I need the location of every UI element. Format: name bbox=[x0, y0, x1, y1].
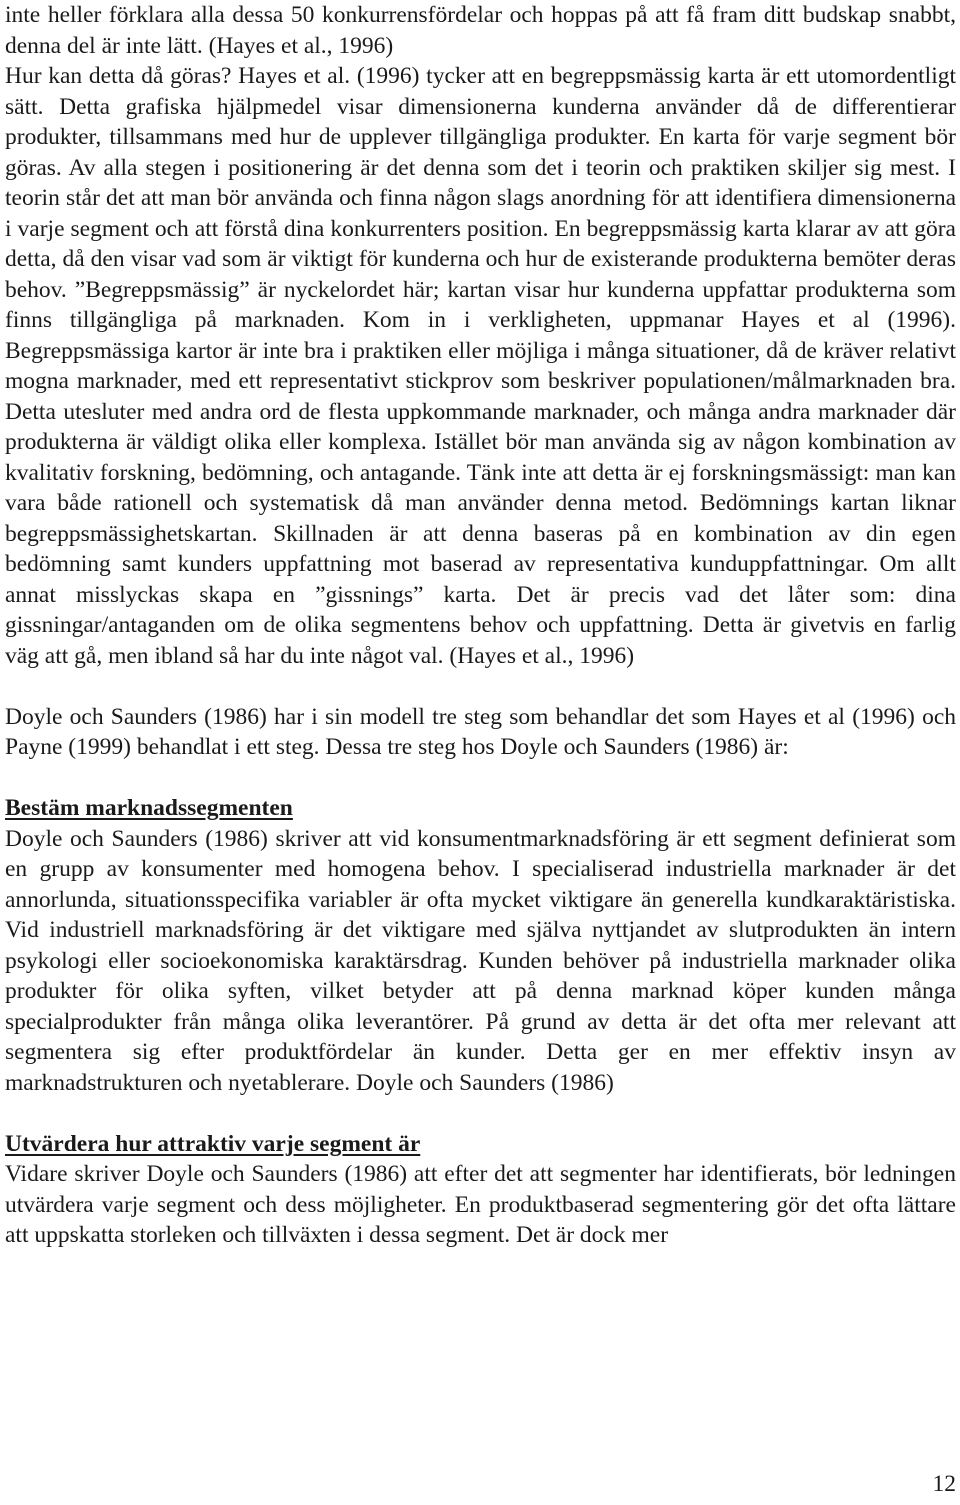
paragraph-spacer bbox=[5, 671, 956, 702]
paragraph-segments: Doyle och Saunders (1986) skriver att vid konsumentmarknadsföring är ett segment definierat som en grupp av konsumenter med homogena behov. I specialiserad industriella marknader är det annorlunda, situationsspecifika variabler är ofta mycket viktigare än generella kundkaraktäristiska. Vid industriell marknadsföring är det viktigare med själva nyttjandet av slutprodukten än intern psykologi eller socioekonomiska karaktärsdrag. Kunden behöver på industriella marknader olika produkter för olika syften, vilket betyder att på denna marknad köper kunden många specialprodukter från många olika leverantörer. På grund av detta är det ofta mer relevant att segmentera sig efter produktfördelar än kunder. Detta ger en mer effektiv insyn av marknadstrukturen och nyetablerare. Doyle och Saunders (1986) bbox=[5, 825, 956, 1096]
paragraph-doyle-saunders-intro: Doyle och Saunders (1986) har i sin modell tre steg som behandlar det som Hayes et al (1996) och Payne (1999) behandlat i ett steg. Dessa tre steg hos Doyle och Saunders (1986) är: bbox=[5, 703, 956, 760]
page-number: 12 bbox=[932, 1471, 956, 1497]
paragraph-spacer bbox=[5, 763, 956, 794]
paragraph-attractiveness: Vidare skriver Doyle och Saunders (1986) att efter det att segmenter har identifierats, bör ledningen utvärdera varje segment och dess möjligheter. En produktbaserad segmentering gör det ofta lättare att uppskatta storleken och tillväxten i dessa segment. Det är dock mer bbox=[5, 1161, 956, 1248]
paragraph-continuation: inte heller förklara alla dessa 50 konkurrensfördelar och hoppas på att få fram ditt budskap snabbt, denna del är inte lätt. (Hayes et al., 1996) bbox=[5, 2, 956, 59]
document-page bbox=[5, 0, 956, 1251]
paragraph-conceptual-map: Hur kan detta då göras? Hayes et al. (1996) tycker att en begreppsmässig karta är ett utomordentligt sätt. Detta grafiska hjälpmedel visar dimensionerna kunderna använder då de differentierar produkter, tillsammans med hur de upplever tillgängliga produkter. En karta för varje segment bör göras. Av alla stegen i positionering är det denna som det i teorin och praktiken skiljer sig mest. I teorin står det att man bör använda och finna någon slags anordning för att identifiera dimensionerna i varje segment och att förstå dina konkurrenters position. En begreppsmässig karta klarar av att göra detta, då den visar vad som är viktigt för kunderna och hur de existerande produkterna bemöter deras behov. ”Begreppsmässig” är nyckelordet här; kartan visar hur kunderna uppfattar produkterna som finns tillgängliga på marknaden. Kom in i verkligheten, uppmanar Hayes et al (1996). Begreppsmässiga kartor är inte bra i praktiken eller möjliga i många situationer, då de kräver relativt mogna marknader, med ett representativt stickprov som beskriver populationen/målmarknaden bra. Detta utesluter med andra ord de flesta uppkommande marknader, och många andra marknader där produkterna är väldigt olika eller komplexa. Istället bör man använda sig av någon kombination av kvalitativ forskning, bedömning, och antagande. Tänk inte att detta är ej forskningsmässigt: man kan vara både rationell och systematisk då man använder denna metod. Bedömnings kartan liknar begreppsmässighetskartan. Skillnaden är att denna baseras på en kombination av din egen bedömning samt kunders uppfattning mot baserad av representativa kunduppfattningar. Om allt annat misslyckas skapa en ”gissnings” karta. Det är precis vad det låter som: dina gissningar/antaganden om de olika segmentens behov och uppfattning. Detta är givetvis en farlig väg att gå, men ibland så har du inte något val. (Hayes et al., 1996) bbox=[5, 63, 956, 669]
section-heading-segments: Bestäm marknadssegmenten bbox=[5, 795, 293, 821]
paragraph-spacer bbox=[5, 1098, 956, 1129]
section-heading-attractiveness: Utvärdera hur attraktiv varje segment är bbox=[5, 1130, 421, 1157]
